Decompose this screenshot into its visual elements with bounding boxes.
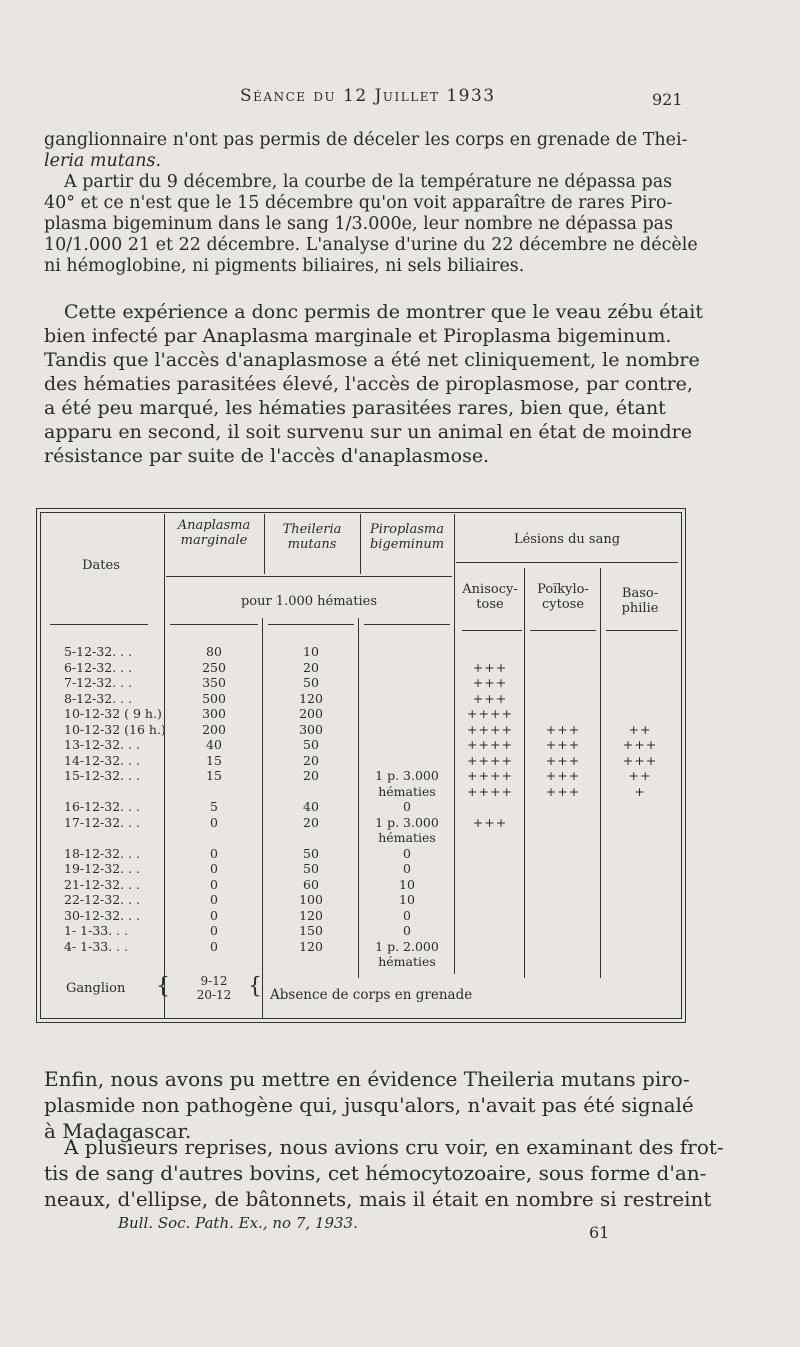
header-line: cytose [541, 597, 585, 612]
header-line: tose [476, 597, 504, 612]
col-divider [264, 514, 265, 574]
header-line: Piroplasma [370, 522, 444, 537]
journal-reference: Bull. Soc. Path. Ex., no 7, 1933. [118, 1214, 358, 1232]
text-line: Tandis que l'accès d'anaplasmose a été net cliniquement, le nombre [44, 349, 700, 371]
text-line: plasma bigeminum dans le sang 1/3.000e, leur nombre ne dépassa pas [44, 214, 674, 234]
header-line: Baso- [621, 586, 659, 601]
blood-lesions-table [36, 508, 686, 1023]
header-line: Theileria [282, 522, 342, 537]
brace: { [156, 974, 170, 999]
text-line: tis de sang d'autres bovins, cet hémocytozoaire, sous forme d'an- [44, 1161, 707, 1185]
header-anisocytose [456, 582, 524, 612]
header-line: bigeminum [369, 537, 445, 552]
header-theileria [266, 522, 358, 552]
header-anaplasma [166, 518, 262, 548]
text-line: a été peu marqué, les hématies parasitées rares, bien que, étant [44, 397, 666, 419]
row-divider [456, 562, 678, 563]
header-basophilie [602, 586, 678, 616]
text-line: apparu en second, il soit survenu sur un animal en état de moindre [44, 421, 692, 443]
ganglion-date: 20-12 [196, 988, 232, 1002]
paragraph-5 [44, 1134, 724, 1212]
col-divider [358, 618, 359, 978]
anaplasma-column: 80 250 350 500 300 200 40 15 15 5 0 0 0 0 0 0 0 0 [202, 644, 226, 954]
text-line: A partir du 9 décembre, la courbe de la température ne dépassa pas [64, 172, 673, 192]
header-dates: Dates [82, 558, 120, 573]
text-line: ganglionnaire n'ont pas permis de déceler les corps en grenade de Thei- [44, 130, 688, 150]
paragraph-4 [44, 1066, 704, 1144]
row-divider [606, 630, 678, 631]
ganglion-dates [174, 974, 254, 1002]
ganglion-result: Absence de corps en grenade [270, 987, 473, 1003]
col-divider [524, 568, 525, 978]
col-divider [164, 514, 165, 1018]
page-header [0, 84, 800, 114]
text-line: à Madagascar. [44, 1119, 192, 1143]
row-divider [364, 624, 450, 625]
text-line: bien infecté par Anaplasma marginale et Piroplasma bigeminum. [44, 325, 672, 347]
text-line: A plusieurs reprises, nous avions cru voir, en examinant des frot- [64, 1135, 724, 1159]
ganglion-date: 9-12 [200, 974, 228, 988]
col-divider [600, 568, 601, 978]
text-line: 10/1.000 21 et 22 décembre. L'analyse d'urine du 22 décembre ne décèle [44, 235, 698, 255]
theileria-column: 10 20 50 120 200 300 50 20 20 40 20 50 50 60 100 120 150 120 [299, 644, 323, 954]
col-divider [360, 514, 361, 574]
text-line: neaux, d'ellipse, de bâtonnets, mais il était en nombre si restreint [44, 1187, 712, 1211]
page-number: 921 [652, 90, 683, 109]
col-divider [454, 514, 455, 974]
paragraph-1 [44, 130, 704, 172]
header-line: Anisocy- [462, 582, 518, 597]
col-divider [262, 618, 263, 1018]
brace: { [248, 974, 262, 999]
header-line: Poïkylo- [537, 582, 589, 597]
row-divider [462, 630, 522, 631]
basophilie-column: ++ +++ +++ ++ + [622, 721, 658, 799]
row-divider [268, 624, 354, 625]
text-line: 40° et ce n'est que le 15 décembre qu'on voit apparaître de rares Piro- [44, 193, 673, 213]
piroplasma-column: 1 p. 3.000 hématies 0 1 p. 3.000 hématies 0 0 10 10 0 0 1 p. 2.000 hématies [375, 768, 439, 969]
header-piroplasma [362, 522, 452, 552]
header-line: mutans [287, 537, 337, 552]
row-divider [170, 624, 258, 625]
running-title: Séance du 12 Juillet 1933 [240, 86, 496, 106]
dates-column: 5-12-32. . . 6-12-32. . . 7-12-32. . . 8-12-32. . . 10-12-32 ( 9 h.) 10-12-32 (16 h.) 13-12-32. . . 14-12-32. . . 15-12-32. . . 16-12-32. . . 17-12-32. . . 18-12-32. . . 19-12-32. . . 21-12-32. . . 22-12-32. . . 30-12-32. . . 1- 1-33. . . 4- 1-33. . . [64, 644, 166, 954]
text-line: plasmide non pathogène qui, jusqu'alors, n'avait pas été signalé [44, 1093, 694, 1117]
anisocytose-column: +++ +++ +++ ++++ ++++ ++++ ++++ ++++ ++++ +++ [467, 659, 513, 830]
header-unit: pour 1.000 hématies [240, 594, 378, 609]
paragraph-3 [44, 300, 704, 468]
text-line: Cette expérience a donc permis de montrer que le veau zébu était [64, 301, 703, 323]
header-line: marginale [180, 533, 248, 548]
row-divider [166, 576, 452, 577]
text-line: leria mutans. [44, 151, 162, 171]
text-line: Enfin, nous avons pu mettre en évidence Theileria mutans piro- [44, 1067, 690, 1091]
row-divider [50, 624, 148, 625]
text-line: résistance par suite de l'accès d'anaplasmose. [44, 445, 490, 467]
header-lesions: Lésions du sang [513, 532, 621, 547]
header-line: Anaplasma [177, 518, 251, 533]
header-line: philie [621, 601, 659, 616]
paragraph-2 [44, 172, 704, 277]
ganglion-label: Ganglion [66, 981, 126, 996]
poikilocytose-column: +++ +++ +++ +++ +++ [545, 721, 581, 799]
text-line: ni hémoglobine, ni pigments biliaires, ni sels biliaires. [44, 256, 525, 276]
signature-mark: 61 [589, 1223, 610, 1242]
header-poikilocytose [526, 582, 600, 612]
row-divider [530, 630, 596, 631]
text-line: des hématies parasitées élevé, l'accès de piroplasmose, par contre, [44, 373, 693, 395]
